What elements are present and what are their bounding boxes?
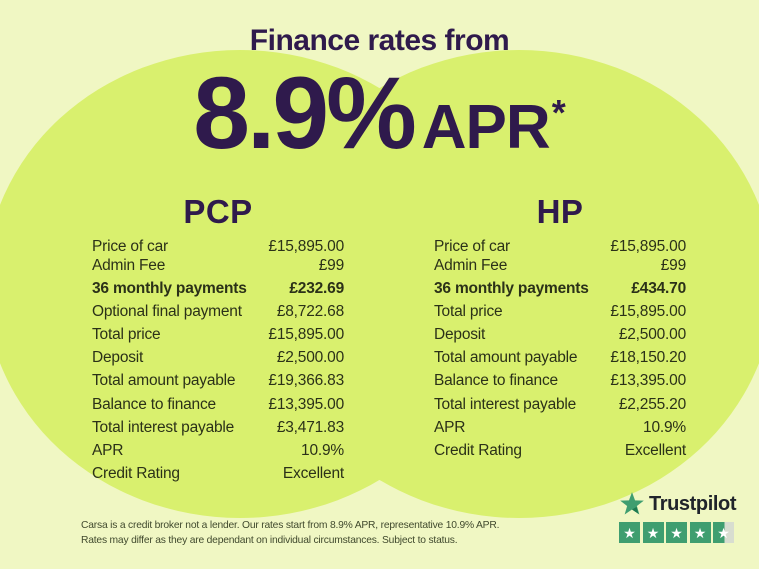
finance-row: [434, 349, 686, 368]
row-label: Price of car: [434, 238, 510, 255]
page-title: Finance rates from: [249, 24, 510, 57]
finance-row: [92, 349, 344, 368]
finance-row: [92, 280, 344, 299]
rating-star-icon: ★: [643, 522, 664, 543]
apr-label: APR: [421, 93, 550, 162]
row-value: £99: [660, 256, 686, 274]
finance-row: [92, 442, 344, 461]
row-label: 36 monthly payments: [434, 279, 589, 297]
row-value: £15,895.00: [268, 326, 344, 344]
row-label: Credit Rating: [92, 465, 180, 483]
finance-row: [434, 442, 686, 461]
finance-row: [434, 372, 686, 391]
finance-row: [92, 257, 344, 276]
row-value: £3,471.83: [276, 418, 344, 436]
legal-disclaimer: [81, 519, 499, 548]
row-label: APR: [434, 418, 466, 436]
row-value: £13,395.00: [268, 395, 344, 413]
finance-row: [92, 465, 344, 484]
finance-row: [434, 238, 686, 257]
trustpilot-wordmark: Trustpilot: [649, 492, 737, 515]
rating-star-icon: ★: [690, 522, 711, 543]
row-value: 10.9%: [301, 442, 344, 459]
row-value: £8,722.68: [276, 302, 344, 320]
row-label: Total interest payable: [434, 395, 577, 413]
row-label: Total price: [434, 302, 503, 320]
hp-column: [434, 192, 686, 465]
finance-row: [92, 303, 344, 322]
rating-half-star-icon: ★: [713, 522, 734, 543]
pcp-column: [92, 192, 344, 488]
row-value: £15,895.00: [268, 238, 344, 255]
row-value: £434.70: [631, 279, 686, 297]
row-label: Price of car: [92, 238, 168, 255]
row-value: £15,895.00: [610, 238, 686, 255]
row-label: Admin Fee: [92, 256, 166, 274]
row-label: Deposit: [92, 349, 144, 367]
finance-row: [92, 372, 344, 391]
finance-row: [92, 238, 344, 257]
pcp-title: PCP: [183, 193, 253, 230]
row-label: Deposit: [434, 326, 486, 344]
finance-row: [434, 326, 686, 345]
row-value: £19,366.83: [268, 372, 344, 390]
row-label: Total price: [92, 326, 161, 344]
rating-star-icon: ★: [619, 522, 640, 543]
trustpilot-rating: [619, 522, 741, 543]
rate-value: 8.9%: [193, 56, 414, 170]
row-value: £18,150.20: [610, 349, 686, 367]
finance-row: [434, 257, 686, 276]
row-value: Excellent: [282, 465, 344, 483]
disclaimer-line-1: Carsa is a credit broker not a lender. Our rates start from 8.9% APR, representative 10.9% APR.: [81, 520, 500, 531]
row-value: Excellent: [624, 442, 686, 459]
trustpilot-logo: [619, 491, 741, 517]
row-value: 10.9%: [643, 418, 686, 436]
row-value: £15,895.00: [610, 302, 686, 320]
finance-row: [92, 396, 344, 415]
headline-rate: [0, 56, 759, 170]
pcp-table: [92, 238, 344, 484]
finance-row: [434, 419, 686, 438]
row-label: Total amount payable: [92, 372, 236, 390]
row-value: £2,500.00: [618, 326, 686, 344]
row-value: £13,395.00: [610, 372, 686, 390]
finance-row: [434, 303, 686, 322]
finance-row: [434, 396, 686, 415]
rating-star-icon: ★: [666, 522, 687, 543]
hp-table: [434, 238, 686, 461]
row-label: Admin Fee: [434, 256, 508, 274]
row-value: £2,500.00: [276, 349, 344, 367]
row-label: 36 monthly payments: [92, 279, 247, 297]
row-label: Total interest payable: [92, 418, 235, 436]
hp-title: HP: [536, 193, 584, 230]
trustpilot-badge[interactable]: [619, 491, 741, 543]
finance-row: [434, 280, 686, 299]
row-label: APR: [92, 442, 124, 459]
row-label: Balance to finance: [434, 372, 558, 390]
row-label: Total amount payable: [434, 349, 578, 367]
disclaimer-line-2: Rates may differ as they are dependant on individual circumstances. Subject to status.: [81, 534, 458, 546]
row-value: £232.69: [289, 279, 344, 297]
row-value: £99: [318, 256, 344, 274]
footnote-asterisk: *: [551, 92, 566, 133]
row-label: Credit Rating: [434, 442, 522, 459]
row-value: £2,255.20: [618, 395, 686, 413]
finance-row: [92, 326, 344, 345]
finance-row: [92, 419, 344, 438]
trustpilot-star-icon: [619, 491, 645, 517]
row-label: Optional final payment: [92, 302, 242, 320]
row-label: Balance to finance: [92, 395, 216, 413]
